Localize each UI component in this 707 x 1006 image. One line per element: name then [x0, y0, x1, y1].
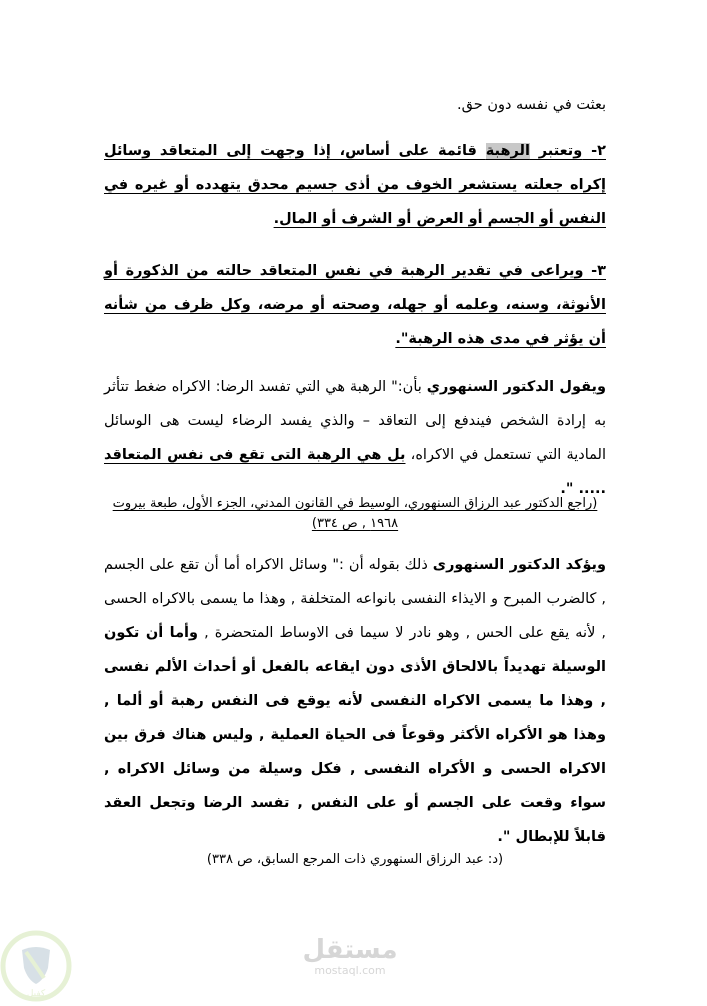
paragraph-sanhouri-quote-2 — [104, 548, 606, 854]
paragraph-text: بعثت في نفسه دون حق. — [457, 97, 606, 113]
quote-tail: ..... ". — [560, 481, 606, 497]
quote-emphasis: بل هي الرهبة التى تقع فى نفس المتعاقد — [104, 447, 406, 463]
item-number: ٣- — [583, 263, 606, 279]
reference-citation-2: (د: عبد الرزاق السنهوري ذات المرجع السابق، ص ٣٣٨) — [206, 852, 504, 867]
quote-text: بأن:" الرهبة هي التي تفسد الرضا: الاكراه ضغط تتأثر به إرادة الشخص فيندفع إلى التعاقد – والذي يفسد الرضاء ليست هى الوسائل المادية التي تستعمل في الاكراه، — [104, 379, 606, 463]
mostaql-arabic-label: مستقل — [302, 935, 398, 965]
shield-icon — [0, 930, 72, 1002]
paragraph-text: وتعتبر — [529, 143, 583, 159]
quote-emphasis: وأما أن تكون الوسيلة تهديداً بالالحاق الأذى دون ايقاعه بالفعل أو أحداث الألم نفسى , وهذا ما يسمى الاكراه النفسى لأنه يوقع فى النفس رهبة أو ألما , وهذا هو الأكراه الأكثر وقوعاً فى الحياة العملية , وليس هناك فرق بين الاكراه الحسى و الأكراه النفسى , فكل وسيلة من وسائل الاكراه , سواء وقعت على الجسم أو على النفس , تفسد الرضا وتجعل العقد قابلاً للإبطال ". — [104, 625, 606, 845]
paragraph-text: قائمة على أساس، إذا وجهت إلى المتعاقد وسائل إكراه جعلته يستشعر الخوف من أذى جسيم محدق يتهدده أو غيره في النفس أو الجسم أو العرض أو الشرف أو المال. — [104, 143, 606, 227]
author-lead: ويؤكد الدكتور السنهورى — [432, 557, 606, 573]
kafeel-watermark-logo — [0, 930, 72, 1002]
kafeel-label: كفيل — [26, 989, 46, 999]
reference-citation-1: (راجع الدكتور عبد الرزاق السنهوري، الوسيط في القانون المدني، الجزء الأول، طبعة بيروت ١٩٦٨ , ص ٣٣٤) — [112, 496, 598, 531]
quote-text: ذلك بقوله أن :" وسائل الاكراه أما أن تقع على الجسم , كالضرب المبرح و الايذاء النفسى بانواعه المتخلفة , وهذا ما يسمى بالاكراه الحسى , لأنه يقع على الحس , وهو نادر لا سيما فى الاوساط المتحضرة , — [104, 557, 606, 641]
paragraph-item-2 — [104, 134, 606, 236]
document-page — [104, 0, 606, 1000]
paragraph-intro-tail — [104, 88, 606, 122]
mostaql-url-label: mostaql.com — [314, 964, 386, 977]
author-lead: ويقول الدكتور السنهوري — [426, 379, 607, 395]
item-number: ٢- — [582, 143, 606, 159]
paragraph-text: ويراعى في تقدير الرهبة في نفس المتعاقد حالته من الذكورة أو الأنوثة، وسنه، وعلمه أو جهله، وصحته أو مرضه، وكل ظرف من شأنه أن يؤثر في مدى هذه الرهبة". — [104, 263, 606, 347]
paragraph-sanhouri-quote-1 — [104, 370, 606, 506]
mostaql-watermark — [300, 936, 400, 978]
paragraph-item-3 — [104, 254, 606, 356]
highlighted-word: الرهبة — [485, 143, 530, 159]
